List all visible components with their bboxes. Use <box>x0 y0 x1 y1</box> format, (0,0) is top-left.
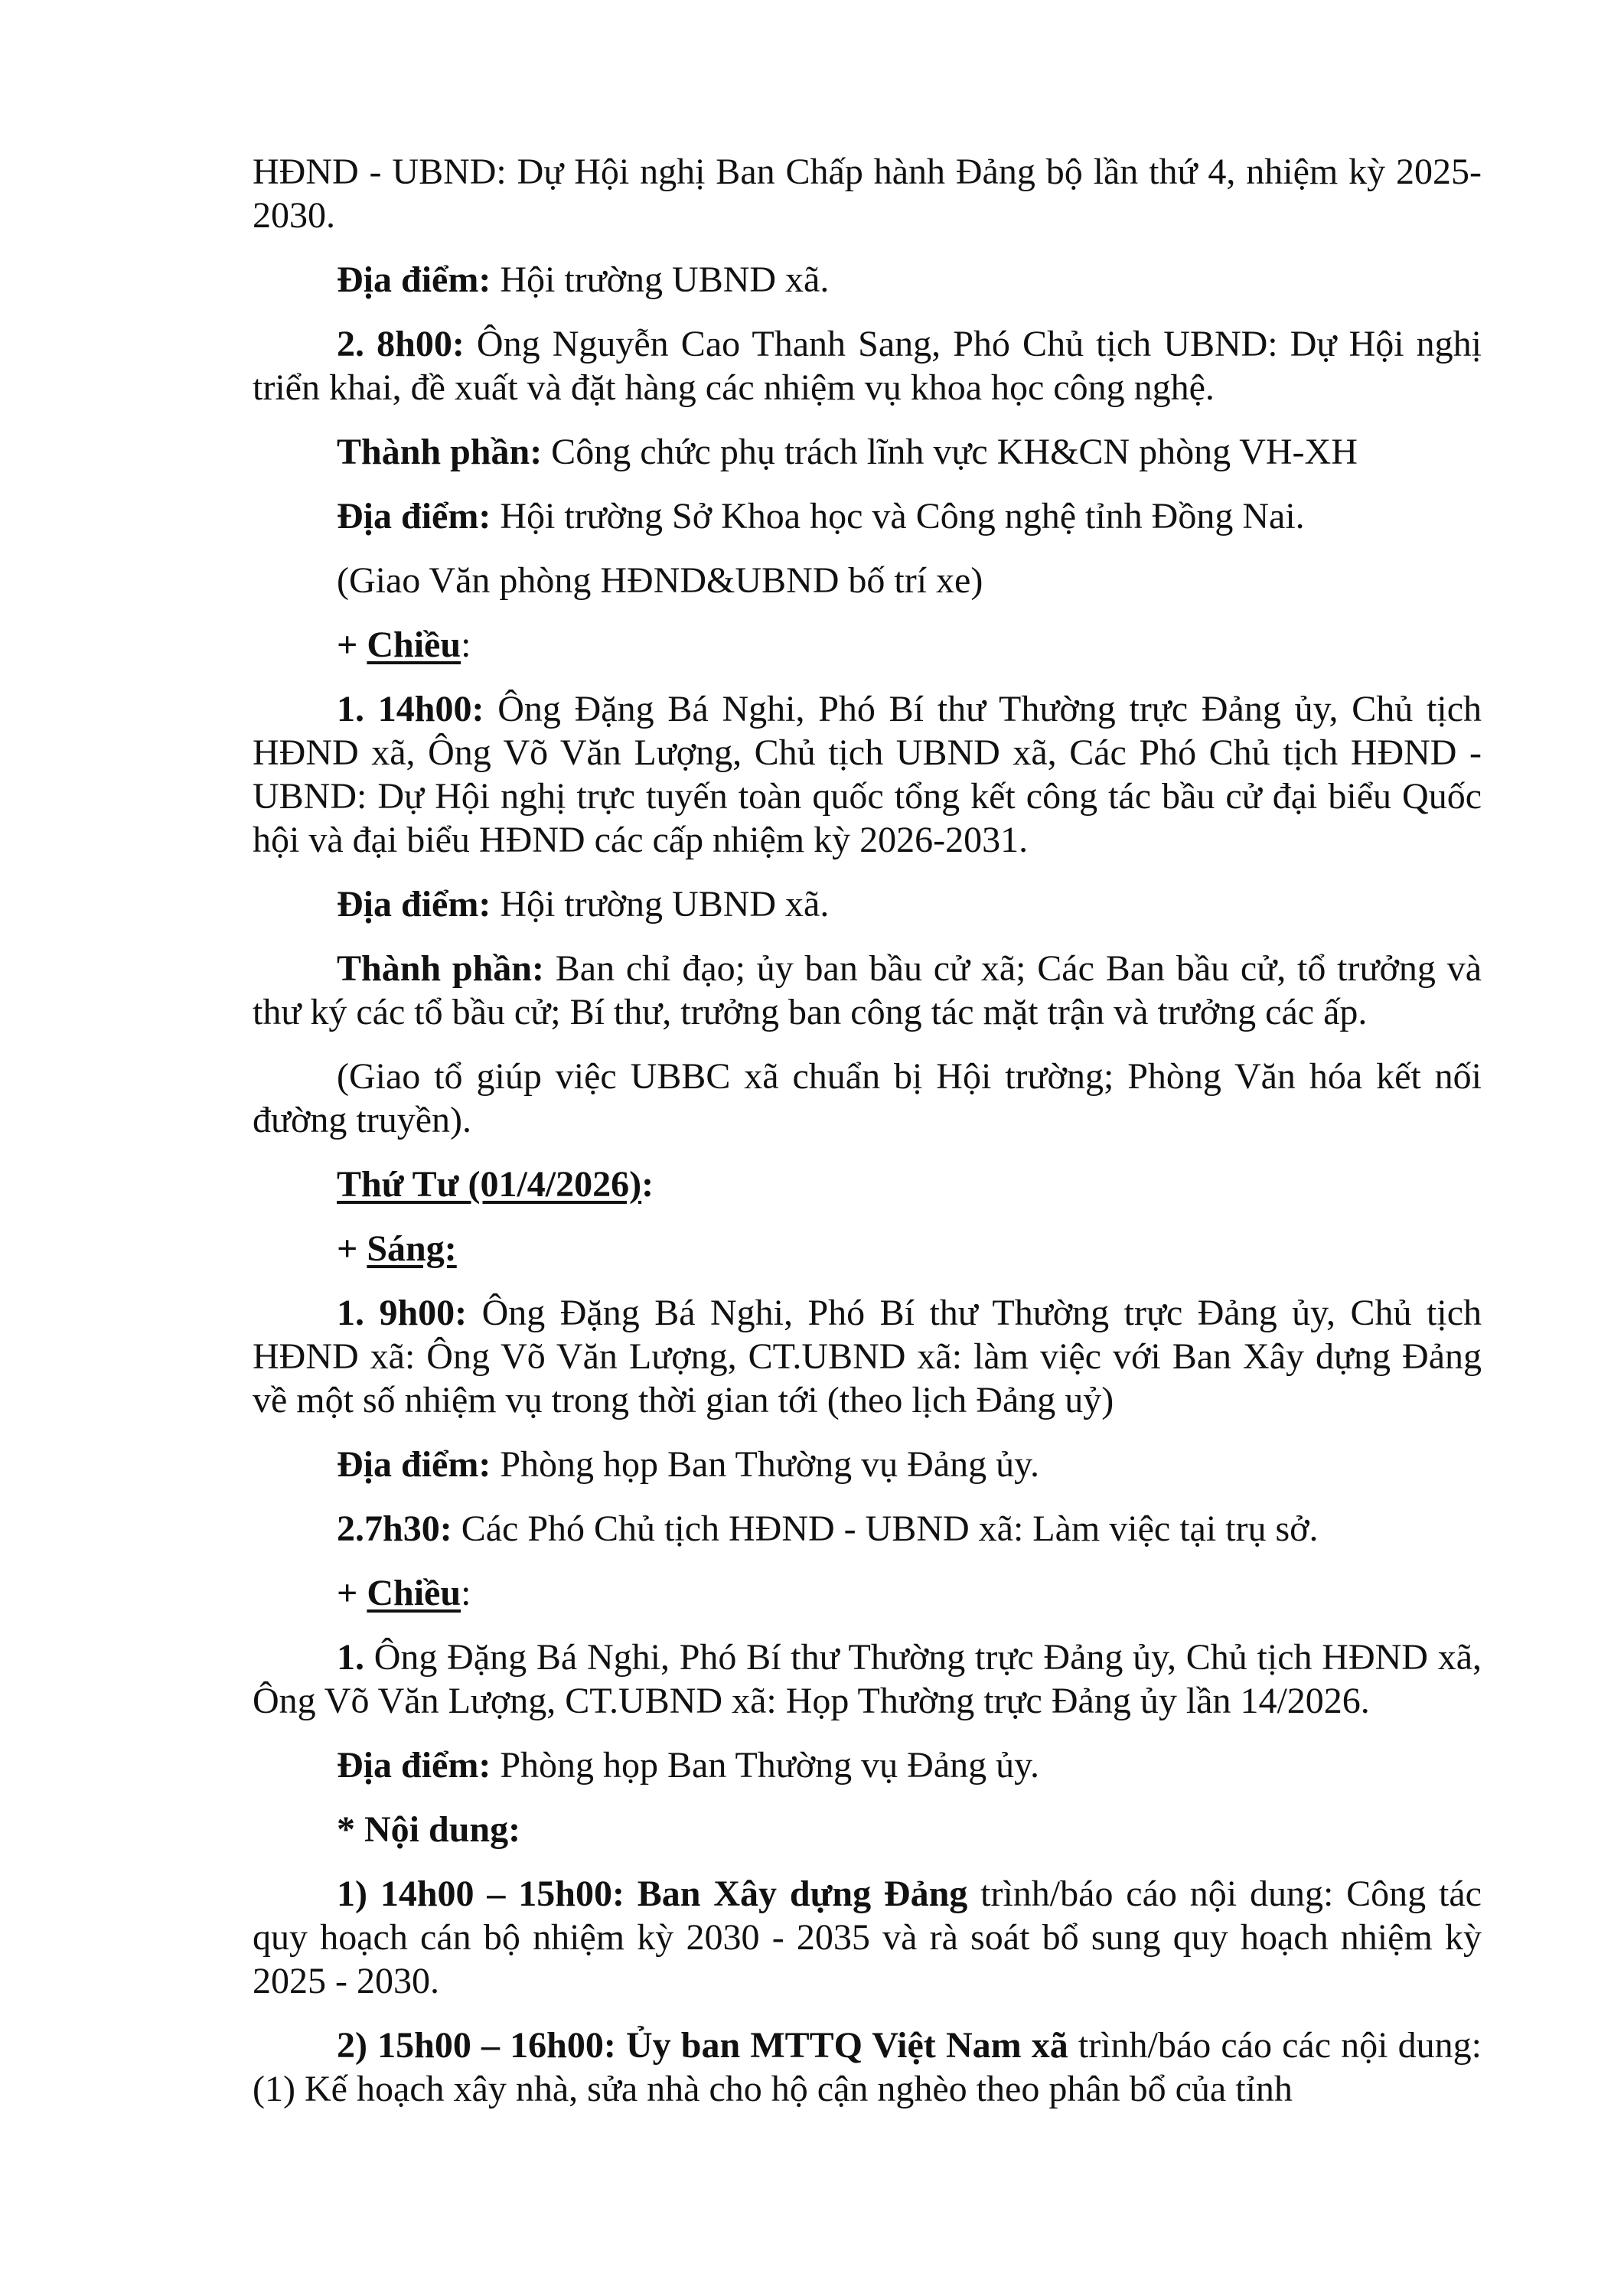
paragraph-participants: Thành phần: Ban chỉ đạo; ủy ban bầu cử xã; Các Ban bầu cử, tổ trưởng và thư ký các tổ bầu cử; Bí thư, trưởng ban công tác mặt trận và trưởng các ấp. <box>253 948 1482 1032</box>
paragraph-location: Địa điểm: Hội trường Sở Khoa học và Công nghệ tỉnh Đồng Nai. <box>337 496 1305 536</box>
agenda-item-1: 1) 14h00 – 15h00: Ban Xây dựng Đảng trình/báo cáo nội dung: Công tác quy hoạch cán bộ nhiệm kỳ 2030 - 2035 và rà soát bổ sung quy hoạch nhiệm kỳ 2025 - 2030. <box>253 1874 1482 2001</box>
section-afternoon: + Chiều: <box>337 1573 471 1613</box>
paragraph-location: Địa điểm: Phòng họp Ban Thường vụ Đảng ủy. <box>337 1444 1040 1485</box>
paragraph-item-1-14h00: 1. 14h00: Ông Đặng Bá Nghi, Phó Bí thư Thường trực Đảng ủy, Chủ tịch HĐND xã, Ông Võ Văn Lượng, Chủ tịch UBND xã, Các Phó Chủ tịch HĐND - UBND: Dự Hội nghị trực tuyến toàn quốc tổng kết công tác bầu cử đại biểu Quốc hội và đại biểu HĐND các cấp nhiệm kỳ 2026-2031. <box>253 689 1482 860</box>
paragraph-location: Địa điểm: Hội trường UBND xã. <box>337 884 830 925</box>
paragraph-continuation: HĐND - UBND: Dự Hội nghị Ban Chấp hành Đảng bộ lần thứ 4, nhiệm kỳ 2025-2030. <box>253 152 1482 236</box>
paragraph-participants: Thành phần: Công chức phụ trách lĩnh vực KH&CN phòng VH-XH <box>337 432 1358 472</box>
paragraph-note: (Giao tổ giúp việc UBBC xã chuẩn bị Hội trường; Phòng Văn hóa kết nối đường truyền). <box>253 1056 1482 1140</box>
paragraph-item-2-7h30: 2.7h30: Các Phó Chủ tịch HĐND - UBND xã: Làm việc tại trụ sở. <box>337 1508 1319 1549</box>
paragraph-item-1-9h00: 1. 9h00: Ông Đặng Bá Nghi, Phó Bí thư Thường trực Đảng ủy, Chủ tịch HĐND xã: Ông Võ Văn Lượng, CT.UBND xã: làm việc với Ban Xây dựng Đảng về một số nhiệm vụ trong thời gian tới (theo lịch Đảng uỷ) <box>253 1293 1482 1420</box>
day-heading-wednesday: Thứ Tư (01/4/2026): <box>337 1164 654 1205</box>
paragraph-location: Địa điểm: Phòng họp Ban Thường vụ Đảng ủy. <box>337 1745 1040 1786</box>
section-afternoon: + Chiều: <box>337 625 471 665</box>
paragraph-location: Địa điểm: Hội trường UBND xã. <box>337 259 830 300</box>
content-heading: * Nội dung: <box>337 1809 521 1850</box>
paragraph-note: (Giao Văn phòng HĐND&UBND bố trí xe) <box>337 560 983 601</box>
paragraph-item-1-meeting: 1. Ông Đặng Bá Nghi, Phó Bí thư Thường trực Đảng ủy, Chủ tịch HĐND xã, Ông Võ Văn Lượng, CT.UBND xã: Họp Thường trực Đảng ủy lần 14/2026. <box>253 1637 1482 1721</box>
paragraph-item-2-8h00: 2. 8h00: Ông Nguyễn Cao Thanh Sang, Phó Chủ tịch UBND: Dự Hội nghị triển khai, đề xuất và đặt hàng các nhiệm vụ khoa học công nghệ. <box>253 324 1482 408</box>
agenda-item-2: 2) 15h00 – 16h00: Ủy ban MTTQ Việt Nam xã trình/báo cáo các nội dung: (1) Kế hoạch xây nhà, sửa nhà cho hộ cận nghèo theo phân bổ của tỉnh <box>253 2025 1482 2109</box>
section-morning: + Sáng: <box>337 1228 457 1269</box>
document-body <box>253 150 1482 2131</box>
